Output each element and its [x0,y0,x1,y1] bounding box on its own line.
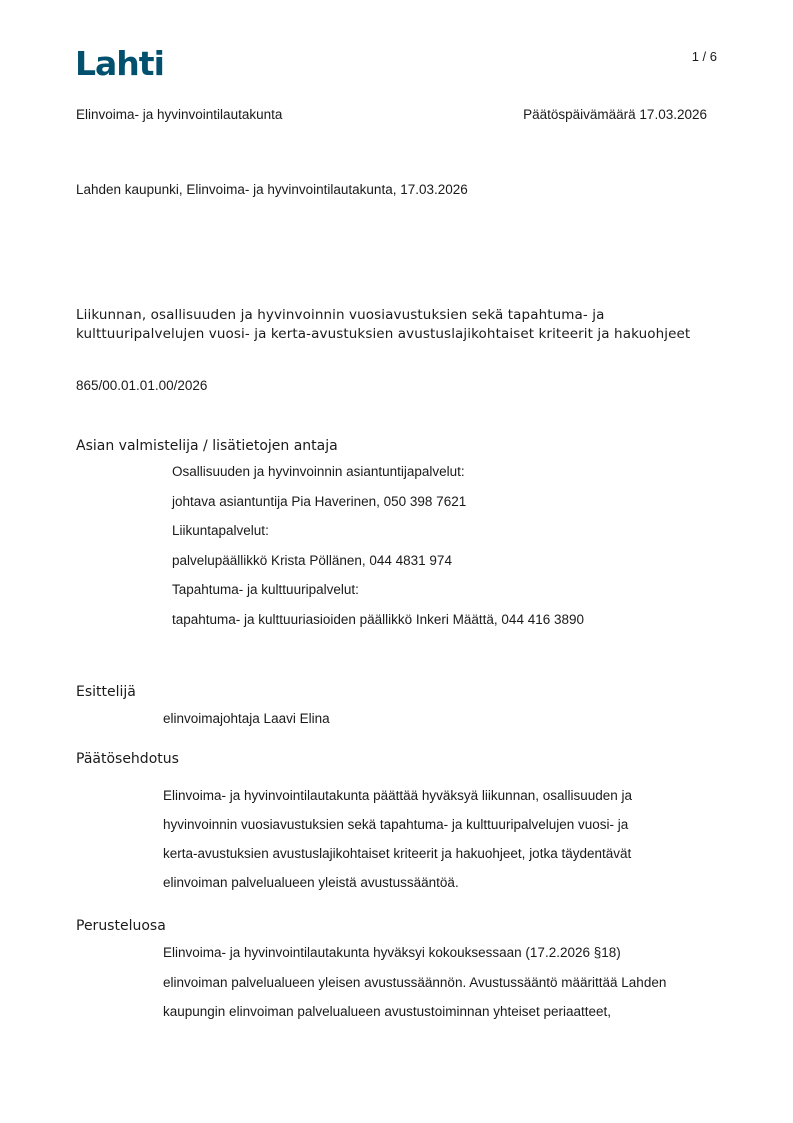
decision-date: Päätöspäivämäärä 17.03.2026 [523,107,707,122]
rationale-line: elinvoiman palvelualueen yleisen avustussäännön. Avustussääntö määrittää Lahden [163,975,667,990]
proposal-heading: Päätösehdotus [76,751,179,767]
document-title: Liikunnan, osallisuuden ja hyvinvoinnin vuosiavustuksien sekä tapahtuma- ja kulttuuripalvelujen vuosi- ja kerta-avustuksien avustuslajikohtaiset kriteerit ja hakuohjeet [76,307,691,342]
preparer-line: johtava asiantuntija Pia Haverinen, 050 398 7621 [172,494,467,509]
preparer-line: Liikuntapalvelut: [172,523,269,538]
place-line: Lahden kaupunki, Elinvoima- ja hyvinvointilautakunta, 17.03.2026 [76,182,468,197]
proposal-line: elinvoiman palvelualueen yleistä avustussääntöä. [163,875,459,890]
page-number: 1 / 6 [691,49,717,64]
proposal-line: Elinvoima- ja hyvinvointilautakunta päättää hyväksyä liikunnan, osallisuuden ja [163,788,633,803]
lahti-logo: Lahti [75,44,164,83]
rationale-heading: Perusteluosa [76,918,166,934]
diary-number: 865/00.01.01.00/2026 [76,378,208,393]
presenter-name: elinvoimajohtaja Laavi Elina [163,711,330,726]
proposal-line: hyvinvoinnin vuosiavustuksien sekä tapahtuma- ja kulttuuripalvelujen vuosi- ja [163,817,629,832]
preparer-line: tapahtuma- ja kulttuuriasioiden päällikkö Inkeri Määttä, 044 416 3890 [172,612,585,627]
presenter-heading: Esittelijä [76,684,136,700]
rationale-line: Elinvoima- ja hyvinvointilautakunta hyväksyi kokouksessaan (17.2.2026 §18) [163,945,621,960]
preparer-line: Osallisuuden ja hyvinvoinnin asiantuntijapalvelut: [172,464,465,479]
proposal-line: kerta-avustuksien avustuslajikohtaiset kriteerit ja hakuohjeet, jotka täydentävät [163,846,632,861]
preparer-line: Tapahtuma- ja kulttuuripalvelut: [172,582,359,597]
committee-name: Elinvoima- ja hyvinvointilautakunta [76,107,283,122]
preparer-line: palvelupäällikkö Krista Pöllänen, 044 4831 974 [172,553,452,568]
rationale-line: kaupungin elinvoiman palvelualueen avustustoiminnan yhteiset periaatteet, [163,1004,612,1019]
preparers-heading: Asian valmistelija / lisätietojen antaja [76,438,338,454]
